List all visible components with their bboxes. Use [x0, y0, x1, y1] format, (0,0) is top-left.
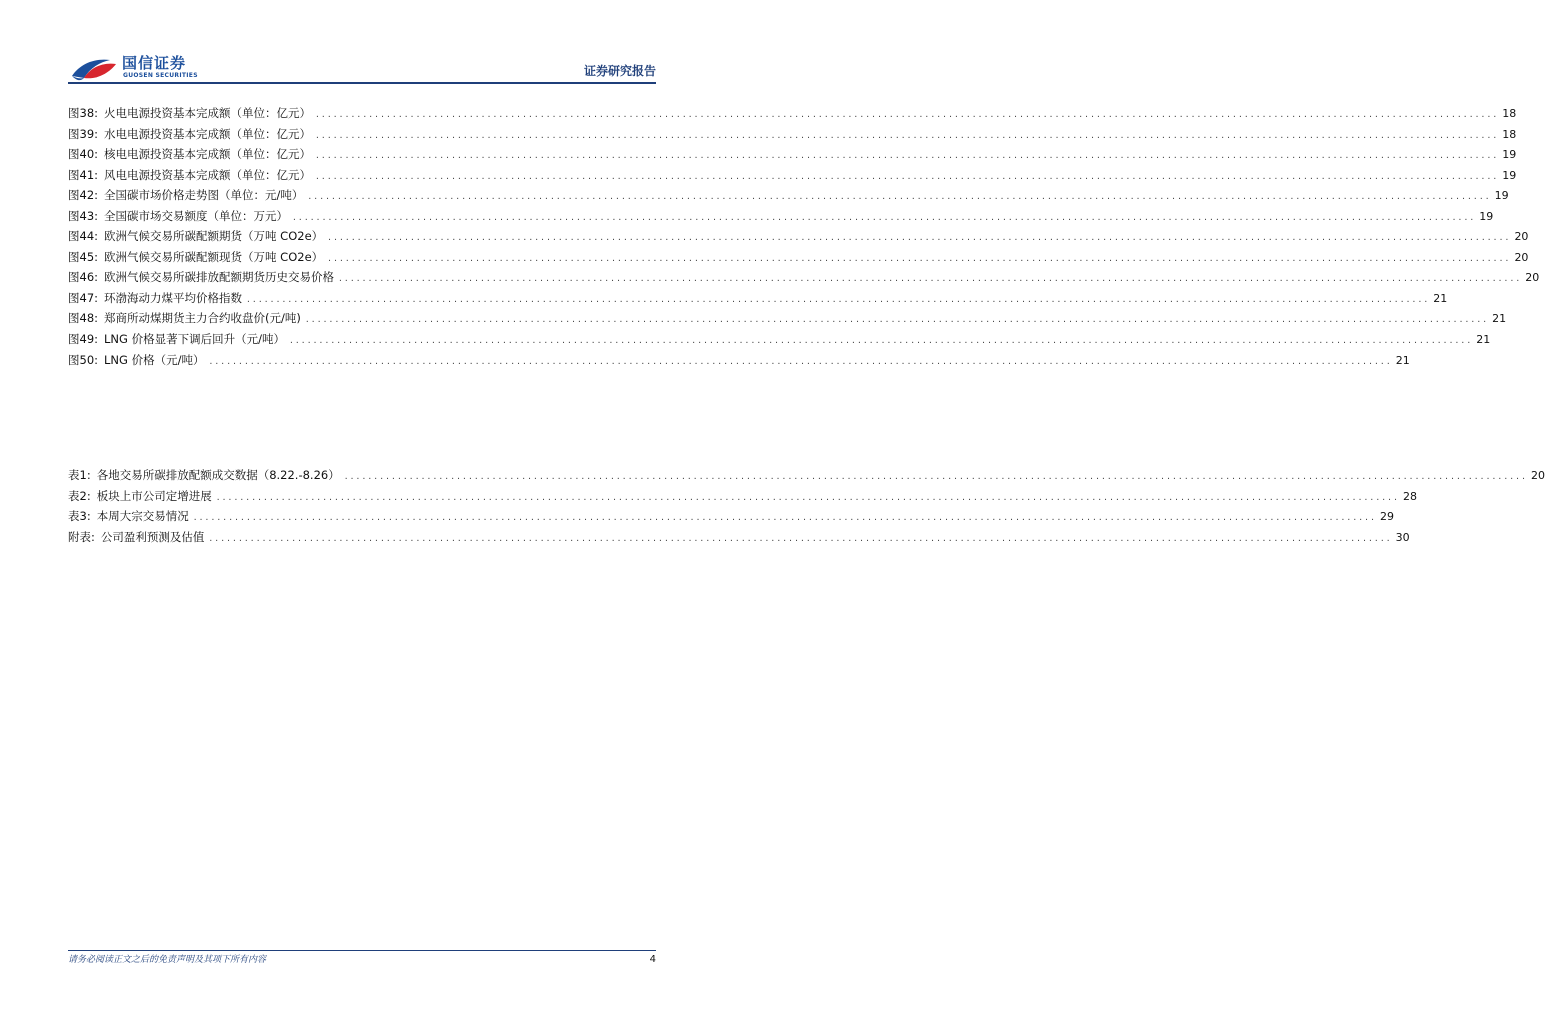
toc-dot-leader: ........................................................................................................................................................................................................	[307, 192, 1491, 202]
toc-dot-leader: ........................................................................................................................................................................................................	[208, 356, 1392, 366]
toc-dot-leader: ........................................................................................................................................................................................................	[246, 294, 1430, 304]
toc-entry-label: 图43:	[68, 208, 99, 223]
toc-entry-label: 图40:	[68, 147, 99, 162]
toc-entry-title: 各地交易所碳排放配额成交数据（8.22.-8.26）	[96, 468, 340, 482]
toc-entry-label: 图50:	[68, 352, 99, 367]
toc-entry-title: 全国碳市场价格走势图（单位：元/吨）	[104, 188, 304, 203]
toc-entry-title: 风电电源投资基本完成额（单位：亿元）	[104, 167, 312, 182]
toc-entry-label: 图39:	[68, 126, 99, 141]
toc-entry-title: 欧洲气候交易所碳配额期货（万吨 CO2e）	[104, 229, 324, 244]
toc-entry-title: 核电电源投资基本完成额（单位：亿元）	[104, 147, 312, 162]
footer-disclaimer: 请务必阅读正文之后的免责声明及其项下所有内容	[68, 955, 267, 965]
toc-figure-row[interactable]	[68, 247, 1529, 268]
toc-entry-page: 19	[1479, 209, 1494, 223]
toc-dot-leader: ........................................................................................................................................................................................................	[315, 151, 1499, 161]
toc-entry-label: 图44:	[68, 229, 99, 244]
toc-entry-label: 图42:	[68, 188, 99, 203]
page-header	[0, 0, 724, 84]
toc-figure-row[interactable]	[68, 144, 1517, 165]
toc-figure-row[interactable]	[68, 165, 1517, 186]
toc-entry-page: 18	[1502, 107, 1517, 120]
toc-entry-label: 图46:	[68, 270, 99, 285]
toc-figure-row[interactable]	[68, 226, 1529, 247]
logo-text-en: GUOSEN SECURITIES	[123, 72, 198, 79]
table-list	[68, 465, 1545, 547]
toc-figure-row[interactable]	[68, 329, 1491, 350]
toc-entry-page: 21	[1395, 353, 1410, 367]
toc-entry-title: 郑商所动煤期货主力合约收盘价(元/吨)	[104, 311, 301, 326]
toc-entry-label: 图49:	[68, 332, 99, 347]
toc-entry-title: LNG 价格显著下调后回升（元/吨）	[104, 332, 285, 347]
toc-entry-label: 图38:	[68, 106, 99, 120]
toc-entry-page: 19	[1502, 168, 1517, 182]
toc-dot-leader: ........................................................................................................................................................................................................	[292, 212, 1476, 222]
toc-entry-title: 板块上市公司定增进展	[96, 488, 212, 503]
toc-entry-title: 欧洲气候交易所碳排放配额期货历史交易价格	[104, 270, 335, 285]
toc-figure-row[interactable]	[68, 308, 1507, 329]
toc-entry-title: 本周大宗交易情况	[96, 509, 189, 524]
toc-entry-label: 图45:	[68, 249, 99, 264]
page-number: 4	[649, 954, 656, 965]
toc-entry-page: 29	[1379, 510, 1394, 524]
toc-dot-leader: ........................................................................................................................................................................................................	[288, 336, 1473, 346]
toc-entry-page: 20	[1525, 271, 1540, 285]
toc-dot-leader: ........................................................................................................................................................................................................	[315, 130, 1499, 140]
toc-dot-leader: ........................................................................................................................................................................................................	[327, 233, 1511, 243]
footer-divider	[68, 950, 656, 951]
toc-figure-row[interactable]	[68, 103, 1517, 124]
toc-dot-leader: ........................................................................................................................................................................................................	[192, 513, 1376, 523]
toc-entry-label: 表3:	[68, 509, 91, 524]
toc-entry-label: 表1:	[68, 468, 91, 482]
toc-entry-title: 欧洲气候交易所碳配额现货（万吨 CO2e）	[104, 249, 324, 264]
toc-table-row[interactable]	[68, 527, 1410, 548]
toc-entry-page: 18	[1502, 127, 1517, 141]
guosen-logo	[70, 50, 200, 84]
logo-text-cn: 国信证券	[122, 54, 187, 72]
toc-dot-leader: ........................................................................................................................................................................................................	[315, 171, 1499, 181]
toc-figure-row[interactable]	[68, 350, 1410, 371]
toc-dot-leader: ........................................................................................................................................................................................................	[327, 253, 1511, 263]
report-type-title: 证券研究报告	[583, 64, 656, 78]
toc-entry-label: 图47:	[68, 290, 99, 305]
toc-dot-leader: ........................................................................................................................................................................................................	[304, 315, 1489, 325]
toc-entry-page: 20	[1514, 230, 1529, 244]
toc-entry-label: 图41:	[68, 167, 99, 182]
guosen-logo-icon	[70, 50, 120, 84]
toc-entry-title: 火电电源投资基本完成额（单位：亿元）	[104, 106, 312, 120]
toc-figure-row[interactable]	[68, 206, 1494, 227]
toc-entry-page: 19	[1502, 148, 1517, 162]
toc-entry-label: 附表:	[68, 529, 95, 544]
toc-entry-label: 表2:	[68, 488, 91, 503]
figure-list	[68, 103, 1540, 370]
toc-table-row[interactable]	[68, 506, 1394, 527]
header-divider	[68, 82, 656, 84]
toc-entry-title: 环渤海动力煤平均价格指数	[104, 290, 243, 305]
toc-entry-title: 公司盈利预测及估值	[100, 529, 205, 544]
toc-dot-leader: ........................................................................................................................................................................................................	[343, 472, 1527, 481]
toc-dot-leader: ........................................................................................................................................................................................................	[208, 533, 1392, 543]
toc-dot-leader: ........................................................................................................................................................................................................	[338, 274, 1522, 284]
toc-entry-title: 水电电源投资基本完成额（单位：亿元）	[104, 126, 312, 141]
toc-entry-page: 20	[1531, 469, 1545, 482]
toc-figure-row[interactable]	[68, 185, 1509, 206]
toc-dot-leader: ........................................................................................................................................................................................................	[215, 492, 1399, 502]
toc-entry-title: 全国碳市场交易额度（单位：万元）	[104, 208, 289, 223]
toc-entry-page: 30	[1395, 530, 1410, 544]
toc-figure-row[interactable]	[68, 267, 1540, 288]
toc-dot-leader: ........................................................................................................................................................................................................	[315, 110, 1499, 119]
toc-entry-page: 28	[1402, 489, 1417, 503]
toc-entry-page: 21	[1433, 291, 1448, 305]
toc-table-row[interactable]	[68, 486, 1417, 507]
toc-entry-page: 21	[1492, 312, 1507, 326]
toc-entry-page: 19	[1494, 189, 1509, 203]
toc-entry-page: 21	[1476, 333, 1491, 347]
toc-figure-row[interactable]	[68, 288, 1448, 309]
toc-entry-label: 图48:	[68, 311, 99, 326]
toc-entry-page: 20	[1514, 250, 1529, 264]
toc-table-row[interactable]	[68, 465, 1545, 486]
toc-entry-title: LNG 价格（元/吨）	[104, 352, 205, 367]
toc-figure-row[interactable]	[68, 124, 1517, 145]
